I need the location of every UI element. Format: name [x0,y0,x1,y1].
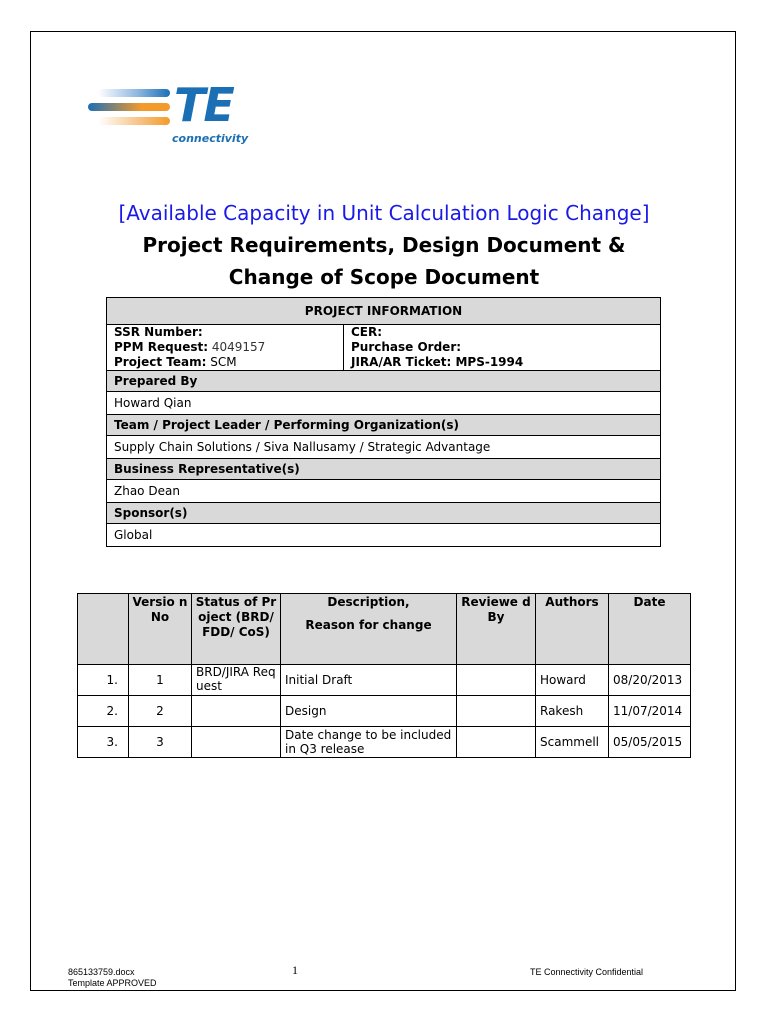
team-leader-value: Supply Chain Solutions / Siva Nallusamy / Strategic Advantage [107,436,661,459]
row-author: Howard [536,665,609,696]
business-representative-label: Business Representative(s) [107,459,661,480]
header-number [78,594,129,665]
project-team-value: SCM [210,355,237,369]
logo-te-text: TE [174,78,233,132]
header-reviewed-by: Reviewe d By [457,594,536,665]
footer-template-status: Template APPROVED [68,978,157,988]
purchase-order-label: Purchase Order: [351,340,462,354]
header-description-line2: Reason for change [305,618,432,632]
row-date: 11/07/2014 [609,696,691,727]
document-title-line-3: Change of Scope Document [228,265,540,289]
row-author: Rakesh [536,696,609,727]
logo-bars-icon [88,89,170,129]
footer-page-number: 1 [292,963,298,977]
row-description: Date change to be included in Q3 release [281,727,457,758]
row-status: BRD/JIRA Request [192,665,281,696]
project-info-right-cell [344,325,661,371]
logo-bar-bottom [98,117,170,125]
footer-confidential: TE Connectivity Confidential [530,967,644,977]
team-leader-label: Team / Project Leader / Performing Organization(s) [107,415,661,436]
header-status: Status of Project (BRD/FDD/ CoS) [192,594,281,665]
header-date: Date [609,594,691,665]
footer-left [68,967,157,989]
row-status [192,696,281,727]
row-version: 2 [129,696,192,727]
row-number: 3. [78,727,129,758]
ppm-request-value: 4049157 [211,340,266,354]
header-description [281,594,457,665]
row-reviewed-by [457,696,536,727]
project-information-header: PROJECT INFORMATION [107,298,661,325]
table-row [78,696,691,727]
jira-ticket-label: JIRA/AR Ticket: MPS-1994 [351,355,524,369]
row-date: 05/05/2015 [609,727,691,758]
ppm-request-label: PPM Request: [114,340,209,354]
document-title-project-name: [Available Capacity in Unit Calculation Logic Change] [118,201,650,225]
version-history-table [77,593,691,758]
header-version: Versio n No [129,594,192,665]
business-representative-value: Zhao Dean [107,480,661,503]
cer-label: CER: [351,325,383,339]
project-information-table [106,297,661,547]
row-reviewed-by [457,665,536,696]
sponsor-value: Global [107,524,661,547]
row-version: 1 [129,665,192,696]
row-version: 3 [129,727,192,758]
prepared-by-label: Prepared By [107,371,661,392]
row-description: Design [281,696,457,727]
document-title-line-2: Project Requirements, Design Document & [142,233,626,257]
project-info-left-cell [107,325,344,371]
row-status [192,727,281,758]
logo-bar-top [98,89,170,97]
prepared-by-value: Howard Qian [107,392,661,415]
version-table-header-row [78,594,691,665]
footer-filename: 865133759.docx [68,967,135,977]
header-authors: Authors [536,594,609,665]
project-team-label: Project Team: [114,355,207,369]
ssr-number-label: SSR Number: [114,325,203,339]
sponsor-label: Sponsor(s) [107,503,661,524]
logo-bar-middle [88,103,170,111]
table-row [78,665,691,696]
row-reviewed-by [457,727,536,758]
row-number: 2. [78,696,129,727]
row-number: 1. [78,665,129,696]
te-connectivity-logo [88,78,268,150]
row-author: Scammell [536,727,609,758]
row-description: Initial Draft [281,665,457,696]
header-description-line1: Description, [327,595,410,609]
table-row [78,727,691,758]
logo-connectivity-text: connectivity [172,132,249,145]
row-date: 08/20/2013 [609,665,691,696]
